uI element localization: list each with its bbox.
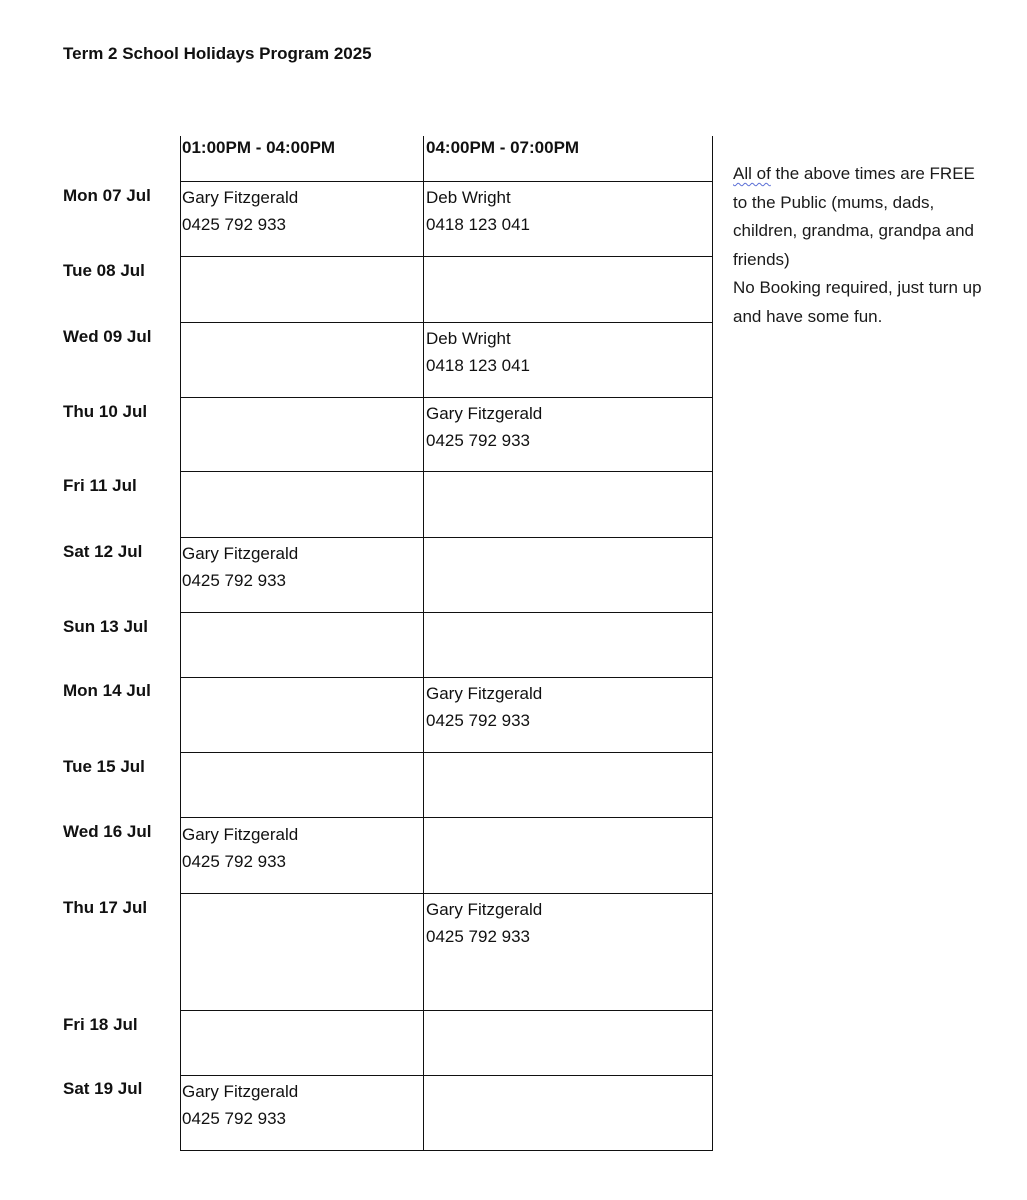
host-phone: 0425 792 933 [182, 215, 286, 234]
slot-evening [426, 680, 542, 734]
host-phone: 0418 123 041 [426, 356, 530, 375]
day-label: Sat 19 Jul [63, 1079, 143, 1098]
day-label: Fri 18 Jul [63, 1015, 138, 1034]
table-border-right [712, 136, 713, 1151]
host-name: Gary Fitzgerald [426, 684, 543, 703]
day-label: Tue 15 Jul [63, 757, 145, 776]
row-divider [180, 397, 713, 398]
table-border-middle [423, 136, 424, 1151]
slot-evening [426, 896, 542, 950]
host-phone: 0418 123 041 [426, 215, 530, 234]
host-phone: 0425 792 933 [426, 711, 530, 730]
day-label: Tue 08 Jul [63, 261, 145, 280]
day-label: Mon 14 Jul [63, 681, 151, 700]
row-divider [180, 893, 713, 894]
host-name: Deb Wright [426, 188, 511, 207]
row-divider [180, 537, 713, 538]
slot-afternoon [182, 1078, 298, 1132]
day-label: Fri 11 Jul [63, 476, 137, 495]
slot-afternoon [182, 184, 298, 238]
slot-afternoon [182, 540, 298, 594]
note-free-text [733, 160, 983, 274]
column-header-afternoon: 01:00PM - 04:00PM [182, 138, 336, 157]
day-label: Thu 10 Jul [63, 402, 148, 421]
day-label: Wed 09 Jul [63, 327, 152, 346]
day-label: Mon 07 Jul [63, 186, 151, 205]
host-name: Deb Wright [426, 329, 511, 348]
row-divider [180, 471, 713, 472]
day-label: Sat 12 Jul [63, 542, 143, 561]
slot-evening [426, 184, 530, 238]
row-divider [180, 752, 713, 753]
host-phone: 0425 792 933 [182, 1109, 286, 1128]
host-name: Gary Fitzgerald [426, 900, 543, 919]
row-divider [180, 181, 713, 182]
row-divider [180, 256, 713, 257]
slot-afternoon [182, 821, 298, 875]
host-name: Gary Fitzgerald [182, 1082, 299, 1101]
column-header-evening: 04:00PM - 07:00PM [426, 138, 580, 157]
row-divider [180, 322, 713, 323]
host-phone: 0425 792 933 [426, 431, 530, 450]
page-title: Term 2 School Holidays Program 2025 [63, 44, 372, 63]
table-border-left [180, 136, 181, 1151]
row-divider [180, 1010, 713, 1011]
host-name: Gary Fitzgerald [182, 825, 299, 844]
day-label: Wed 16 Jul [63, 822, 152, 841]
host-phone: 0425 792 933 [426, 927, 530, 946]
slot-evening [426, 400, 542, 454]
row-divider [180, 612, 713, 613]
note-line1-text: the above times are FREE to the Public (mums, dads, children, grandma, grandpa and friends) [733, 164, 975, 269]
row-divider [180, 1075, 713, 1076]
host-name: Gary Fitzgerald [182, 544, 299, 563]
note-lead-text: All of [733, 164, 771, 183]
row-divider [180, 677, 713, 678]
row-divider [180, 817, 713, 818]
slot-evening [426, 325, 530, 379]
host-name: Gary Fitzgerald [426, 404, 543, 423]
note-booking-text: No Booking required, just turn up and have some fun. [733, 278, 982, 326]
day-label: Sun 13 Jul [63, 617, 149, 636]
table-border-bottom [180, 1150, 713, 1151]
host-name: Gary Fitzgerald [182, 188, 299, 207]
program-note [733, 160, 983, 331]
host-phone: 0425 792 933 [182, 852, 286, 871]
day-label: Thu 17 Jul [63, 898, 148, 917]
host-phone: 0425 792 933 [182, 571, 286, 590]
